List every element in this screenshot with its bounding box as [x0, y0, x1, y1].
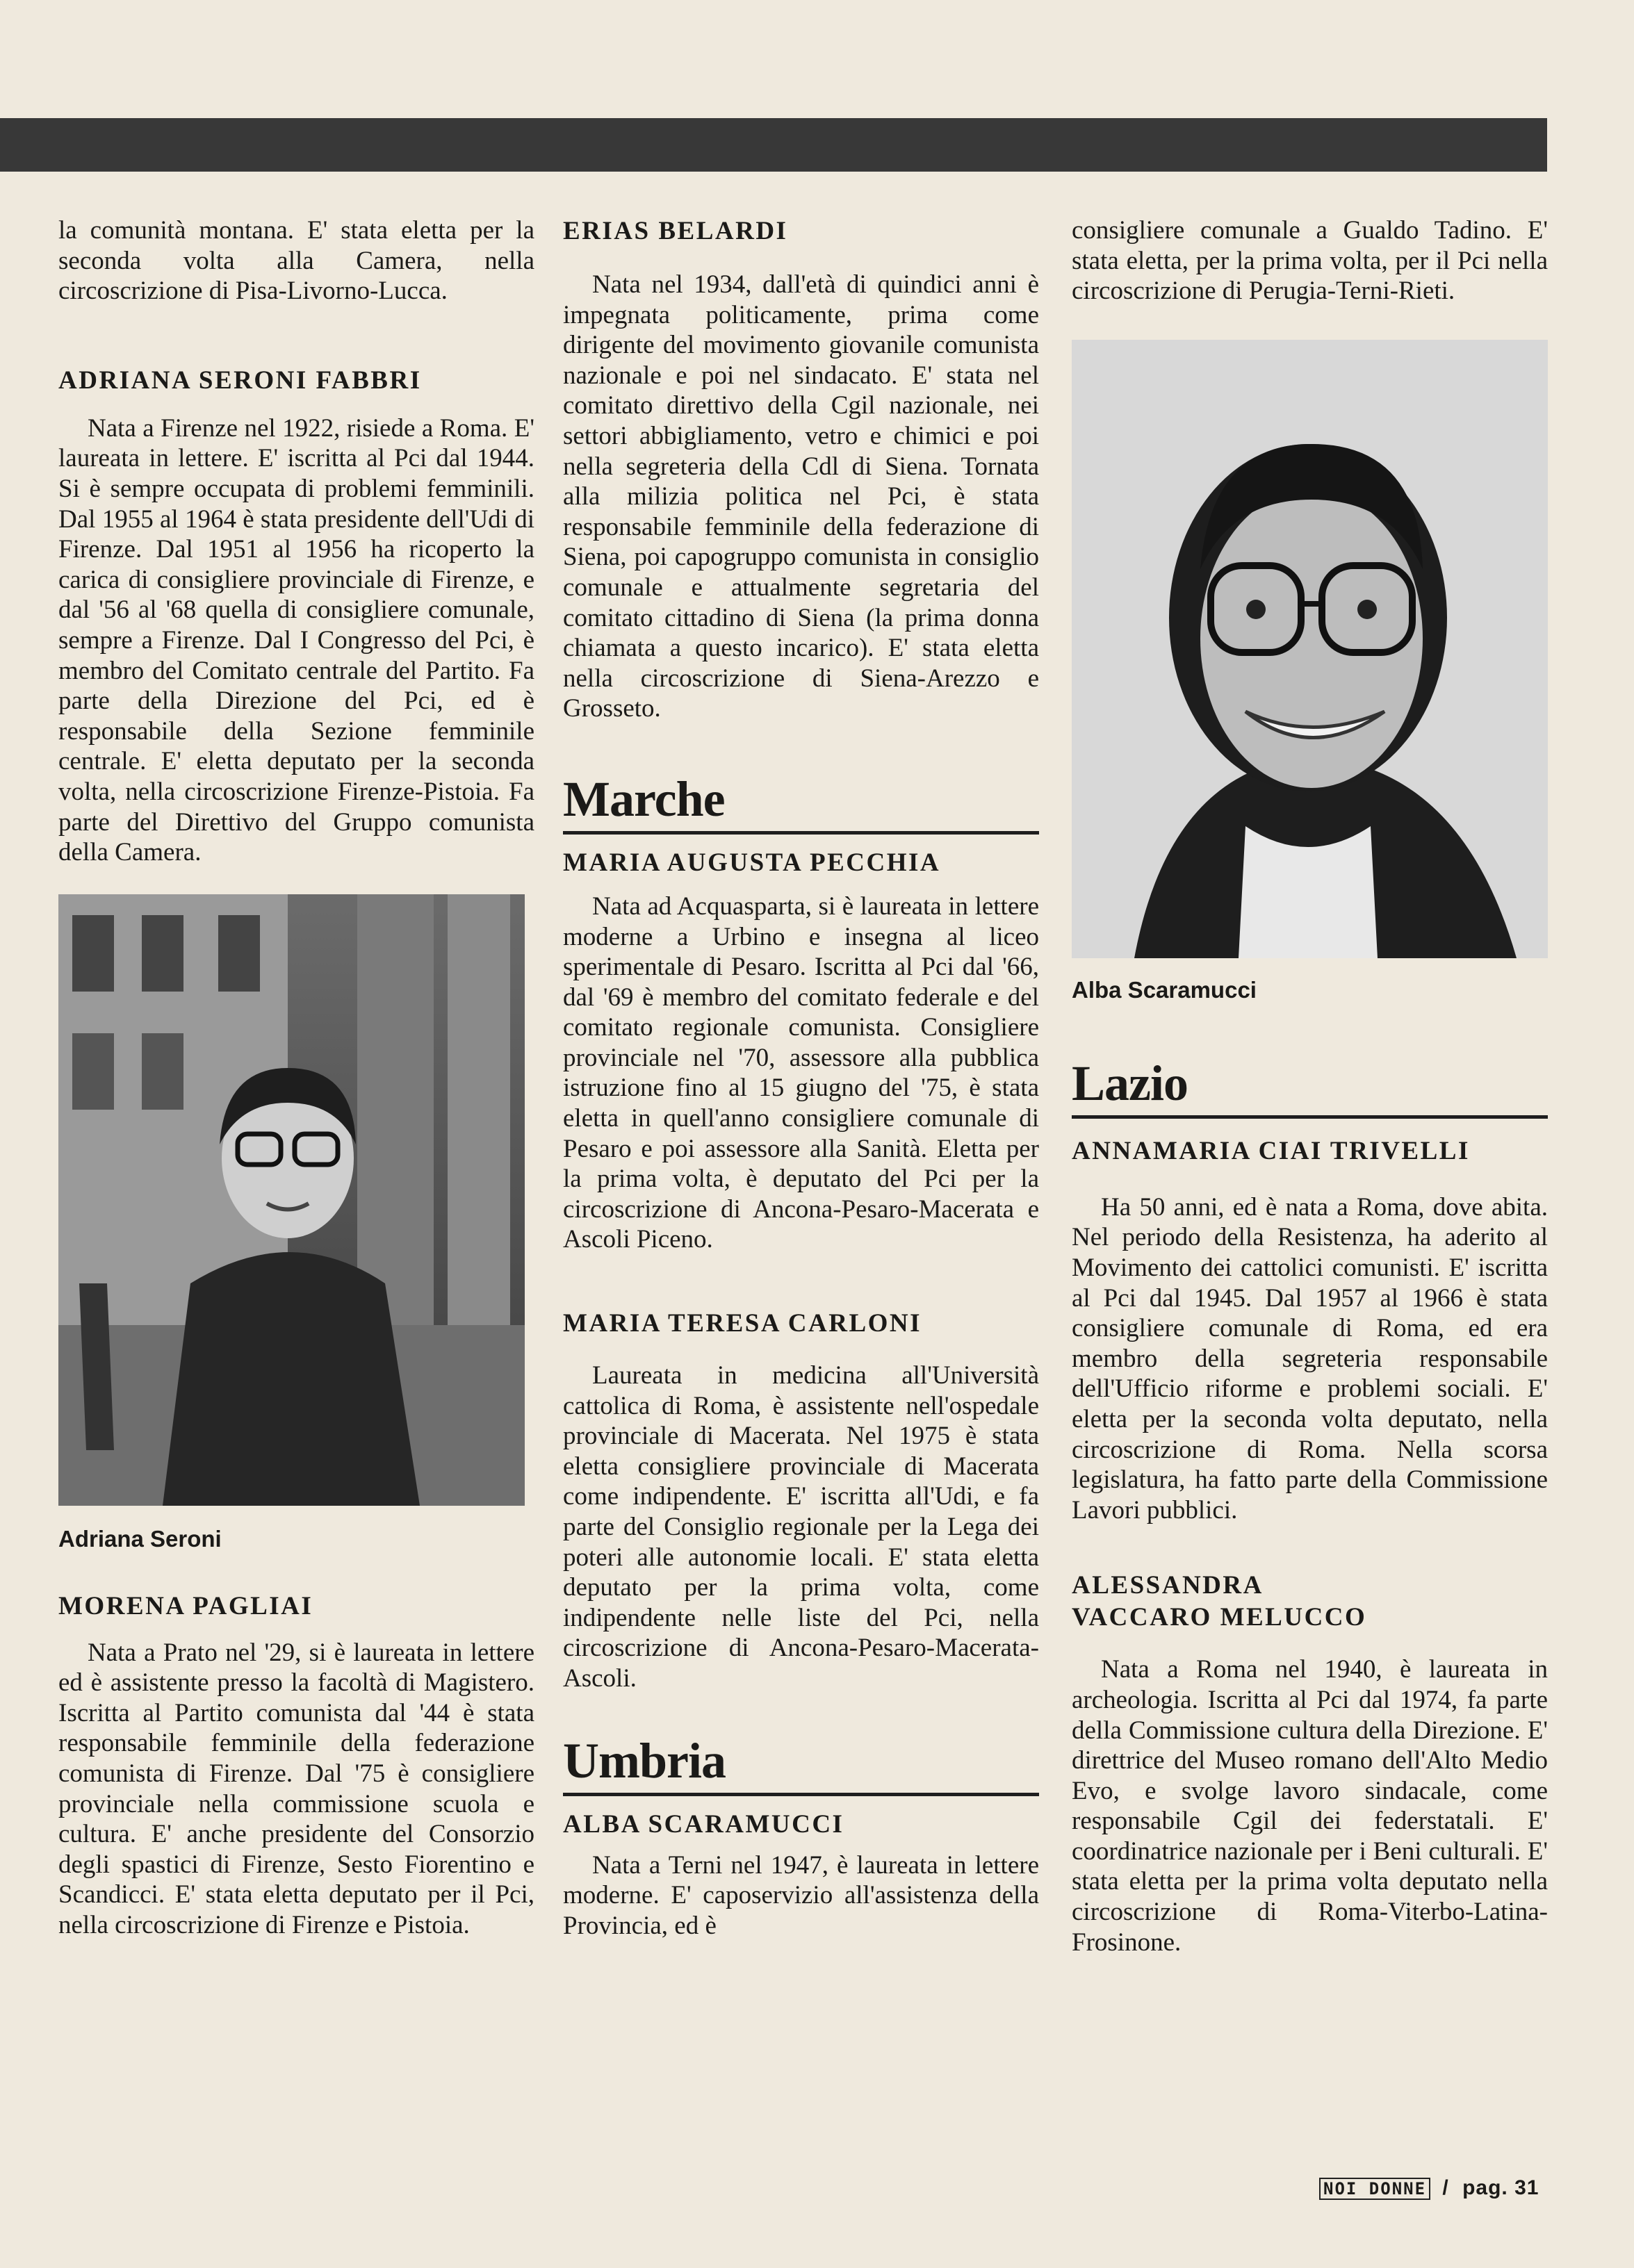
region-heading-lazio: Lazio — [1072, 1055, 1188, 1111]
bio-annamaria-ciai-trivelli: Ha 50 anni, ed è nata a Roma, dove abita. Nel periodo della Resistenza, ha aderito al Movimento dei cattolici comunisti. E' iscritta al Pci dal 1945. Dal 1957 al 1966 è stata consigliere comunale di Roma, ed era membro della segreteria responsabile dell'Ufficio riforme e problemi sociali. E' eletta per la seconda volta deputato, nella circoscrizione di Roma. Nella scorsa legislatura, ha fatto parte della Commissione Lavori pubblici. — [1072, 1192, 1548, 1525]
caption-alba-scaramucci: Alba Scaramucci — [1072, 976, 1257, 1003]
region-heading-marche: Marche — [563, 771, 725, 827]
bio-morena-pagliai: Nata a Prato nel '29, si è laureata in lettere ed è assistente presso la facoltà di Magistero. Iscritta al Partito comunista dal '44 è stata responsabile femminile della federazione comunista di Firenze. Dal '75 è consigliere provinciale nella commissione scuola e cultura. E' anche presidente del Consorzio degli spastici di Firenze, Sesto Fiorentino e Scandicci. E' stata eletta deputato per il Pci, nella circoscrizione di Firenze e Pistoia. — [58, 1638, 534, 1940]
page-footer — [1319, 2176, 1539, 2200]
photo-alba-scaramucci — [1072, 340, 1548, 958]
heading-adriana-seroni-fabbri: ADRIANA SERONI FABBRI — [58, 365, 422, 395]
top-banner-bar — [0, 118, 1547, 172]
region-rule-marche — [563, 831, 1039, 835]
bio-maria-augusta-pecchia: Nata ad Acquasparta, si è laureata in lettere moderne a Urbino e insegna al liceo sperimentale di Pesaro. Iscritta al Pci dal '66, dal '69 è membro del comitato federale e del comitato regionale comunista. Consigliere provinciale nel '70, assessore alla pubblica istruzione fino al 15 giugno del '75, è stata eletta in quell'anno consigliere comunale di Pesaro e poi assessore alla Sanità. Eletta per la prima volta, è deputato del Pci per la circoscrizione di Ancona-Pesaro-Macerata e Ascoli Piceno. — [563, 891, 1039, 1254]
column-middle — [563, 215, 1039, 1941]
heading-annamaria-ciai-trivelli: ANNAMARIA CIAI TRIVELLI — [1072, 1136, 1470, 1165]
column-right — [1072, 215, 1548, 1957]
continued-paragraph: la comunità montana. E' stata eletta per la seconda volta alla Camera, nella circoscrizione di Pisa-Livorno-Lucca. — [58, 216, 534, 306]
heading-alessandra-vaccaro-melucco-line1: ALESSANDRA — [1072, 1571, 1264, 1600]
photo-adriana-seroni — [58, 894, 525, 1506]
heading-alessandra-vaccaro-melucco-line2: VACCARO MELUCCO — [1072, 1603, 1367, 1632]
heading-maria-augusta-pecchia: MARIA AUGUSTA PECCHIA — [563, 848, 941, 877]
region-rule-umbria — [563, 1793, 1039, 1796]
bio-erias-belardi: Nata nel 1934, dall'età di quindici anni è impegnata politicamente, prima come dirigente del movimento giovanile comunista nazionale e poi nel sindacato. E' stata nel comitato direttivo della Cgil nazionale, nei settori abbigliamento, vetro e chimici e poi nella segreteria della Cdl di Siena. Tornata alla milizia politica nel Pci, è stata responsabile femminile della federazione di Siena, poi capogruppo comunista in consiglio comunale e attualmente segretaria del comitato cittadino di Siena (la prima donna chiamata a questo incarico). E' stata eletta nella circoscrizione di Siena-Arezzo e Grosseto. — [563, 270, 1039, 723]
page-number: pag. 31 — [1462, 2176, 1539, 2199]
heading-erias-belardi: ERIAS BELARDI — [563, 217, 788, 245]
caption-adriana-seroni: Adriana Seroni — [58, 1525, 222, 1552]
heading-maria-teresa-carloni: MARIA TERESA CARLONI — [563, 1309, 922, 1338]
heading-alba-scaramucci: ALBA SCARAMUCCI — [563, 1809, 844, 1839]
footer-separator: / — [1442, 2176, 1449, 2199]
continued-paragraph-scaramucci: consigliere comunale a Gualdo Tadino. E' stata eletta, per la prima volta, per il Pci nella circoscrizione di Perugia-Terni-Rieti. — [1072, 216, 1548, 306]
magazine-logo: NOI DONNE — [1319, 2178, 1430, 2200]
bio-maria-teresa-carloni: Laureata in medicina all'Università cattolica di Roma, è assistente nell'ospedale provinciale di Macerata. Nel 1975 è stata eletta consigliere provinciale di Macerata come indipendente. E' iscritta all'Udi, e fa parte del Consiglio regionale per la Lega dei poteri alle autonomie locali. E' stata eletta deputato per la prima volta, come indipendente nelle liste del Pci, nella circoscrizione di Ancona-Pesaro-Macerata-Ascoli. — [563, 1361, 1039, 1693]
region-rule-lazio — [1072, 1115, 1548, 1119]
bio-adriana-seroni-fabbri: Nata a Firenze nel 1922, risiede a Roma. E' laureata in lettere. E' iscritta al Pci dal 1944. Si è sempre occupata di problemi femminili. Dal 1955 al 1964 è stata presidente dell'Udi di Firenze. Dal 1951 al 1956 ha ricoperto la carica di consigliere provinciale di Firenze, e dal '56 al '68 quella di consigliere comunale, sempre a Firenze. Dal I Congresso del Pci, è membro del Comitato centrale del Partito. Fa parte della Direzione del Pci, ed è responsabile della Sezione femminile centrale. E' eletta deputato per la seconda volta, nella circoscrizione Firenze-Pistoia. Fa parte del Direttivo del Gruppo comunista della Camera. — [58, 413, 534, 867]
portrait-illustration — [58, 894, 525, 1506]
region-heading-umbria: Umbria — [563, 1732, 726, 1789]
bio-alessandra-vaccaro-melucco: Nata a Roma nel 1940, è laureata in archeologia. Iscritta al Pci dal 1974, fa parte della Commissione cultura della Direzione. E' direttrice del Museo romano dell'Alto Medio Evo, e svolge lavoro sindacale, come responsabile Cgil dei federstatali. E' coordinatrice nazionale per i Beni culturali. E' stata eletta per la prima volta deputato nella circoscrizione di Roma-Viterbo-Latina-Frosinone. — [1072, 1655, 1548, 1957]
portrait-illustration — [1072, 340, 1548, 958]
bio-alba-scaramucci: Nata a Terni nel 1947, è laureata in lettere moderne. E' caposervizio all'assistenza della Provincia, ed è — [563, 1850, 1039, 1940]
heading-morena-pagliai: MORENA PAGLIAI — [58, 1591, 313, 1620]
column-left — [58, 215, 534, 1941]
